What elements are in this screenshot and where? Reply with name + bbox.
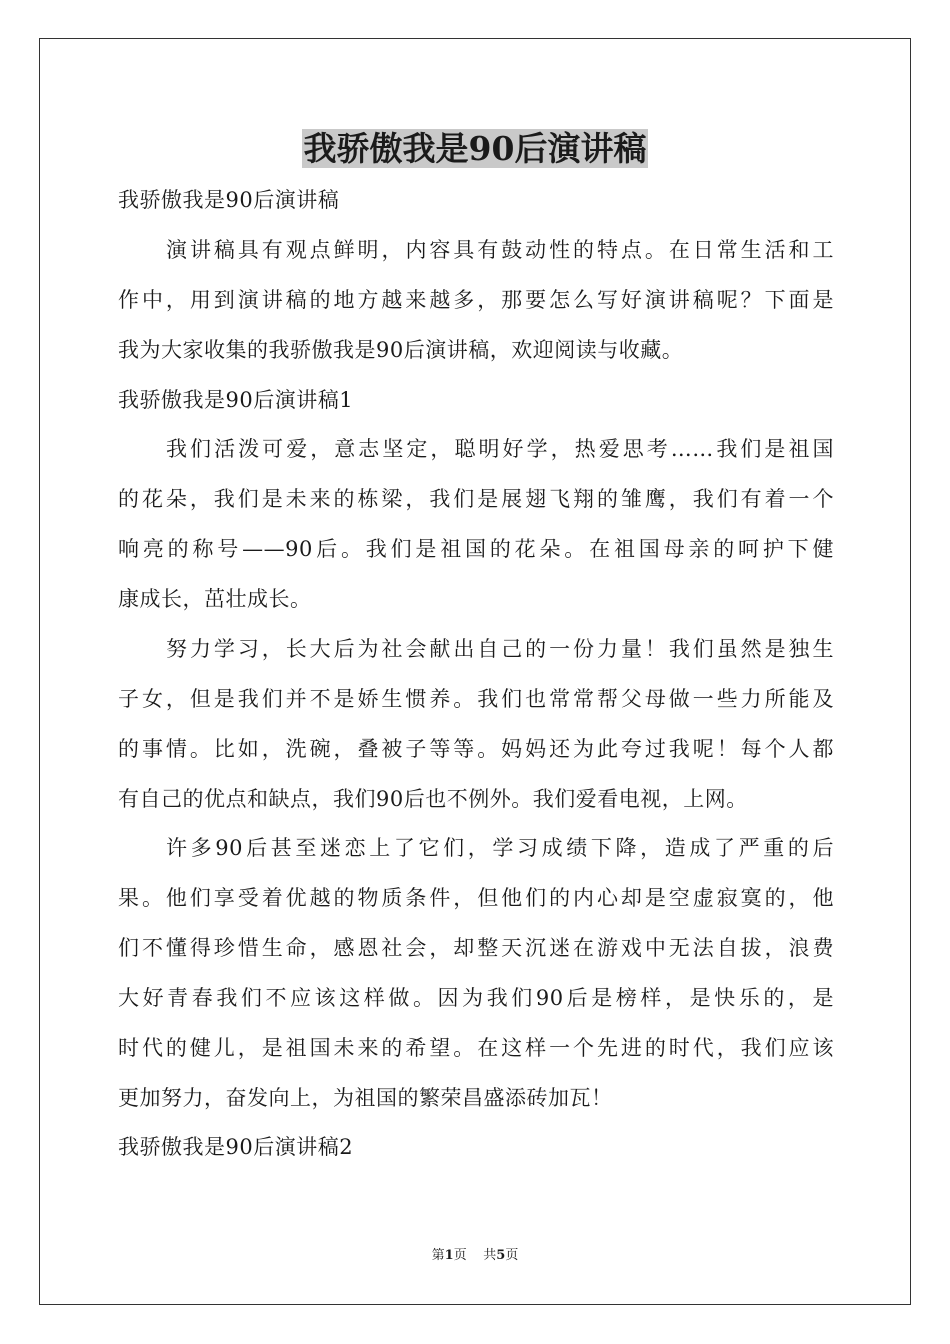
- footer-total-pages: 5: [496, 1248, 506, 1263]
- document-title-text: 我骄傲我是90后演讲稿: [303, 129, 647, 168]
- para2-line: 子女，但是我们并不是娇生惯养。我们也常常帮父母做一些力所能及: [118, 687, 834, 711]
- page-frame: [39, 38, 911, 1305]
- para1-line: 我们活泼可爱，意志坚定，聪明好学，热爱思考……我们是祖国: [166, 437, 834, 461]
- section-heading-2: 我骄傲我是90后演讲稿2: [118, 1135, 354, 1159]
- footer-page-prefix: 第: [431, 1248, 445, 1263]
- para3-line: 果。他们享受着优越的物质条件，但他们的内心却是空虚寂寞的，他: [118, 886, 834, 910]
- para3-line: 许多90后甚至迷恋上了它们，学习成绩下降，造成了严重的后: [166, 836, 834, 860]
- para2-line: 的事情。比如，洗碗，叠被子等等。妈妈还为此夸过我呢！每个人都: [118, 737, 834, 761]
- para1-line: 响亮的称号——90后。我们是祖国的花朵。在祖国母亲的呵护下健: [118, 537, 834, 561]
- para2-line: 有自己的优点和缺点，我们90后也不例外。我们爱看电视，上网。: [118, 787, 748, 811]
- document-subtitle: 我骄傲我是90后演讲稿: [118, 188, 340, 212]
- footer-total-prefix: 共: [483, 1248, 497, 1263]
- intro-line: 作中，用到演讲稿的地方越来越多，那要怎么写好演讲稿呢？下面是: [118, 288, 834, 312]
- para3-line: 时代的健儿，是祖国未来的希望。在这样一个先进的时代，我们应该: [118, 1036, 834, 1060]
- footer-page-suffix: 页: [453, 1248, 467, 1263]
- document-title: [0, 126, 950, 172]
- footer-total-suffix: 页: [505, 1248, 519, 1263]
- section-heading-1: 我骄傲我是90后演讲稿1: [118, 388, 354, 412]
- intro-line: 演讲稿具有观点鲜明，内容具有鼓动性的特点。在日常生活和工: [166, 238, 834, 262]
- page-footer: [0, 1247, 950, 1265]
- para3-line: 们不懂得珍惜生命，感恩社会，却整天沉迷在游戏中无法自拔，浪费: [118, 936, 834, 960]
- para3-line: 更加努力，奋发向上，为祖国的繁荣昌盛添砖加瓦！: [118, 1086, 613, 1110]
- intro-line: 我为大家收集的我骄傲我是90后演讲稿，欢迎阅读与收藏。: [118, 338, 684, 362]
- para2-line: 努力学习，长大后为社会献出自己的一份力量！我们虽然是独生: [166, 637, 834, 661]
- para1-line: 的花朵，我们是未来的栋梁，我们是展翅飞翔的雏鹰，我们有着一个: [118, 487, 834, 511]
- para3-line: 大好青春我们不应该这样做。因为我们90后是榜样，是快乐的，是: [118, 986, 834, 1010]
- footer-page-number: 1: [444, 1248, 454, 1263]
- para1-line: 康成长，茁壮成长。: [118, 587, 312, 611]
